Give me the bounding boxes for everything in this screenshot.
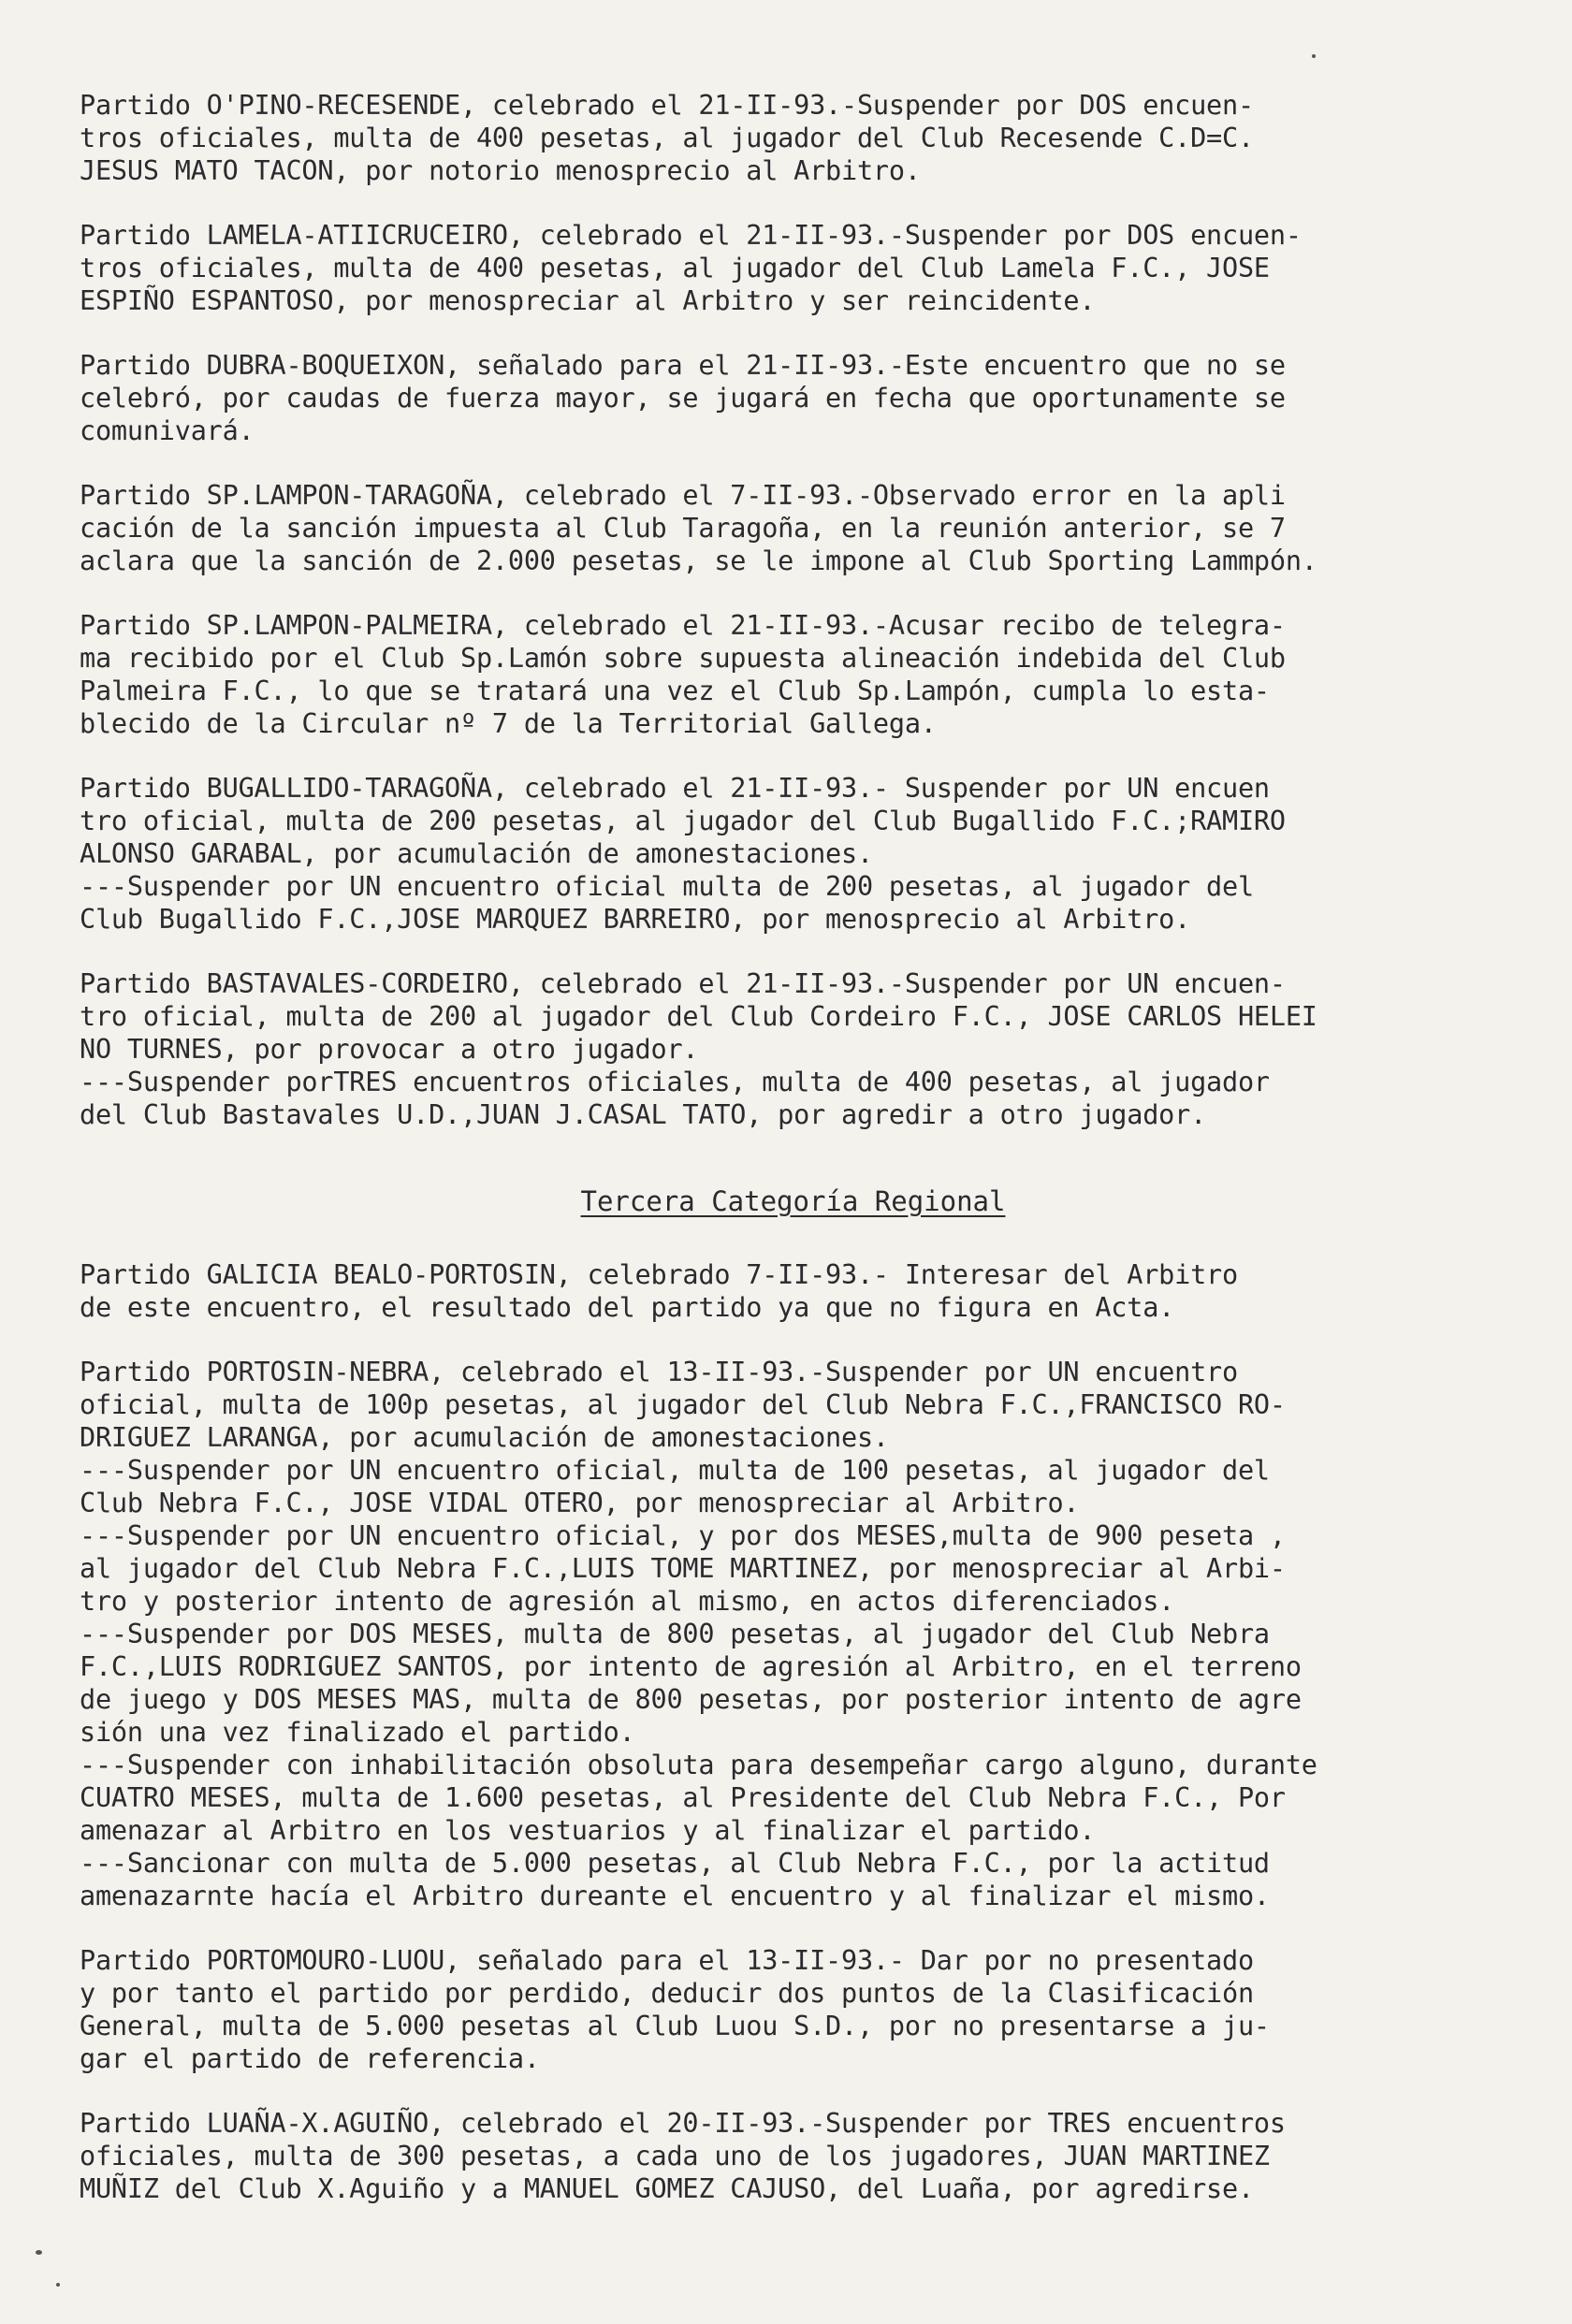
text-line: de este encuentro, el resultado del partido ya que no figura en Acta. (80, 1292, 1175, 1323)
text-line: amenazar al Arbitro en los vestuarios y al finalizar el partido. (80, 1815, 1096, 1846)
ruling-paragraph (80, 1944, 1506, 2075)
text-line: Partido BASTAVALES-CORDEIRO, celebrado el 21-II-93.-Suspender por UN encuen- (80, 968, 1286, 999)
text-line: tro y posterior intento de agresión al mismo, en actos diferenciados. (80, 1586, 1175, 1617)
text-line: ---Sancionar con multa de 5.000 pesetas, al Club Nebra F.C., por la actitud (80, 1848, 1270, 1879)
text-line: ESPIÑO ESPANTOSO, por menospreciar al Arbitro y ser reincidente. (80, 285, 1096, 316)
text-line: al jugador del Club Nebra F.C.,LUIS TOME MARTINEZ, por menospreciar al Arbi- (80, 1553, 1286, 1584)
text-line: oficial, multa de 100p pesetas, al jugador del Club Nebra F.C.,FRANCISCO RO- (80, 1389, 1286, 1420)
text-line: ---Suspender por UN encuentro oficial, y por dos MESES,multa de 900 peseta , (80, 1520, 1286, 1551)
ruling-paragraph (80, 1258, 1506, 1324)
text-line: ---Suspender por UN encuentro oficial, multa de 100 pesetas, al jugador del (80, 1455, 1270, 1486)
text-line: ALONSO GARABAL, por acumulación de amonestaciones. (80, 838, 873, 869)
ruling-paragraph (80, 89, 1506, 187)
text-line: ---Suspender por UN encuentro oficial multa de 200 pesetas, al jugador del (80, 871, 1254, 902)
text-line: cación de la sanción impuesta al Club Taragoña, en la reunión anterior, se 7 (80, 513, 1286, 544)
text-line: gar el partido de referencia. (80, 2043, 540, 2074)
text-line: Palmeira F.C., lo que se tratará una vez el Club Sp.Lampón, cumpla lo esta- (80, 675, 1270, 706)
section-tercera (80, 1258, 1506, 2205)
ruling-paragraph (80, 219, 1506, 317)
text-line: JESUS MATO TACON, por notorio menosprecio al Arbitro. (80, 155, 921, 186)
text-line: de juego y DOS MESES MAS, multa de 800 pesetas, por posterior intento de agre (80, 1684, 1302, 1715)
text-line: Partido DUBRA-BOQUEIXON, señalado para el 21-II-93.-Este encuentro que no se (80, 350, 1286, 381)
ruling-paragraph (80, 772, 1506, 936)
text-line: ---Suspender porTRES encuentros oficiales, multa de 400 pesetas, al jugador (80, 1067, 1270, 1097)
ink-speck (56, 2283, 60, 2287)
heading-container (80, 1185, 1506, 1217)
ink-speck (36, 2250, 42, 2255)
ruling-paragraph (80, 967, 1506, 1131)
ruling-paragraph (80, 609, 1506, 740)
text-line: blecido de la Circular nº 7 de la Territorial Gallega. (80, 708, 937, 739)
text-line: sión una vez finalizado el partido. (80, 1717, 635, 1748)
ruling-paragraph (80, 349, 1506, 447)
text-line: tro oficial, multa de 200 al jugador del Club Cordeiro F.C., JOSE CARLOS HELEI (80, 1001, 1317, 1032)
ruling-paragraph (80, 2107, 1506, 2205)
text-line: Partido SP.LAMPON-TARAGOÑA, celebrado el 7-II-93.-Observado error en la apli (80, 480, 1286, 511)
text-line: aclara que la sanción de 2.000 pesetas, se le impone al Club Sporting Lammpón. (80, 545, 1317, 576)
text-line: Partido GALICIA BEALO-PORTOSIN, celebrado 7-II-93.- Interesar del Arbitro (80, 1259, 1238, 1290)
text-line: y por tanto el partido por perdido, deducir dos puntos de la Clasificación (80, 1978, 1254, 2009)
text-line: Partido BUGALLIDO-TARAGOÑA, celebrado el 21-II-93.- Suspender por UN encuen (80, 773, 1270, 804)
text-line: General, multa de 5.000 pesetas al Club Luou S.D., por no presentarse a ju- (80, 2011, 1270, 2041)
text-line: Club Nebra F.C., JOSE VIDAL OTERO, por menospreciar al Arbitro. (80, 1488, 1080, 1518)
text-line: ma recibido por el Club Sp.Lamón sobre supuesta alineación indebida del Club (80, 643, 1286, 674)
text-line: ---Suspender por DOS MESES, multa de 800 pesetas, al jugador del Club Nebra (80, 1619, 1270, 1649)
text-line: Partido LAMELA-ATIICRUCEIRO, celebrado el 21-II-93.-Suspender por DOS encuen- (80, 220, 1302, 251)
ink-speck (1312, 54, 1316, 58)
text-line: comunivará. (80, 415, 255, 446)
text-line: tros oficiales, multa de 400 pesetas, al jugador del Club Lamela F.C., JOSE (80, 253, 1270, 283)
section-segunda (80, 89, 1506, 1131)
text-line: celebró, por caudas de fuerza mayor, se jugará en fecha que oportunamente se (80, 383, 1286, 414)
text-line: Partido O'PINO-RECESENDE, celebrado el 21-II-93.-Suspender por DOS encuen- (80, 90, 1254, 121)
text-line: MUÑIZ del Club X.Aguiño y a MANUEL GOMEZ CAJUSO, del Luaña, por agredirse. (80, 2173, 1254, 2204)
text-line: F.C.,LUIS RODRIGUEZ SANTOS, por intento de agresión al Arbitro, en el terreno (80, 1651, 1302, 1682)
text-line: oficiales, multa de 300 pesetas, a cada uno de los jugadores, JUAN MARTINEZ (80, 2141, 1270, 2171)
text-line: tro oficial, multa de 200 pesetas, al jugador del Club Bugallido F.C.;RAMIRO (80, 806, 1286, 836)
ruling-paragraph (80, 479, 1506, 577)
text-line: Partido PORTOSIN-NEBRA, celebrado el 13-II-93.-Suspender por UN encuentro (80, 1357, 1238, 1387)
text-line: Partido PORTOMOURO-LUOU, señalado para el 13-II-93.- Dar por no presentado (80, 1945, 1254, 1976)
text-line: amenazarnte hacía el Arbitro dureante el encuentro y al finalizar el mismo. (80, 1881, 1270, 1911)
text-line: tros oficiales, multa de 400 pesetas, al jugador del Club Recesende C.D=C. (80, 123, 1254, 153)
text-line: DRIGUEZ LARANGA, por acumulación de amonestaciones. (80, 1422, 889, 1453)
text-line: NO TURNES, por provocar a otro jugador. (80, 1034, 699, 1065)
section-heading: Tercera Categoría Regional (580, 1185, 1006, 1217)
ruling-paragraph (80, 1356, 1506, 1912)
text-line: Partido SP.LAMPON-PALMEIRA, celebrado el 21-II-93.-Acusar recibo de telegra- (80, 610, 1286, 641)
text-line: CUATRO MESES, multa de 1.600 pesetas, al Presidente del Club Nebra F.C., Por (80, 1782, 1286, 1813)
text-line: Partido LUAÑA-X.AGUIÑO, celebrado el 20-II-93.-Suspender por TRES encuentros (80, 2108, 1286, 2139)
text-line: del Club Bastavales U.D.,JUAN J.CASAL TATO, por agredir a otro jugador. (80, 1099, 1207, 1130)
text-line: ---Suspender con inhabilitación obsoluta para desempeñar cargo alguno, durante (80, 1750, 1317, 1780)
text-line: Club Bugallido F.C.,JOSE MARQUEZ BARREIRO, por menosprecio al Arbitro. (80, 904, 1191, 935)
